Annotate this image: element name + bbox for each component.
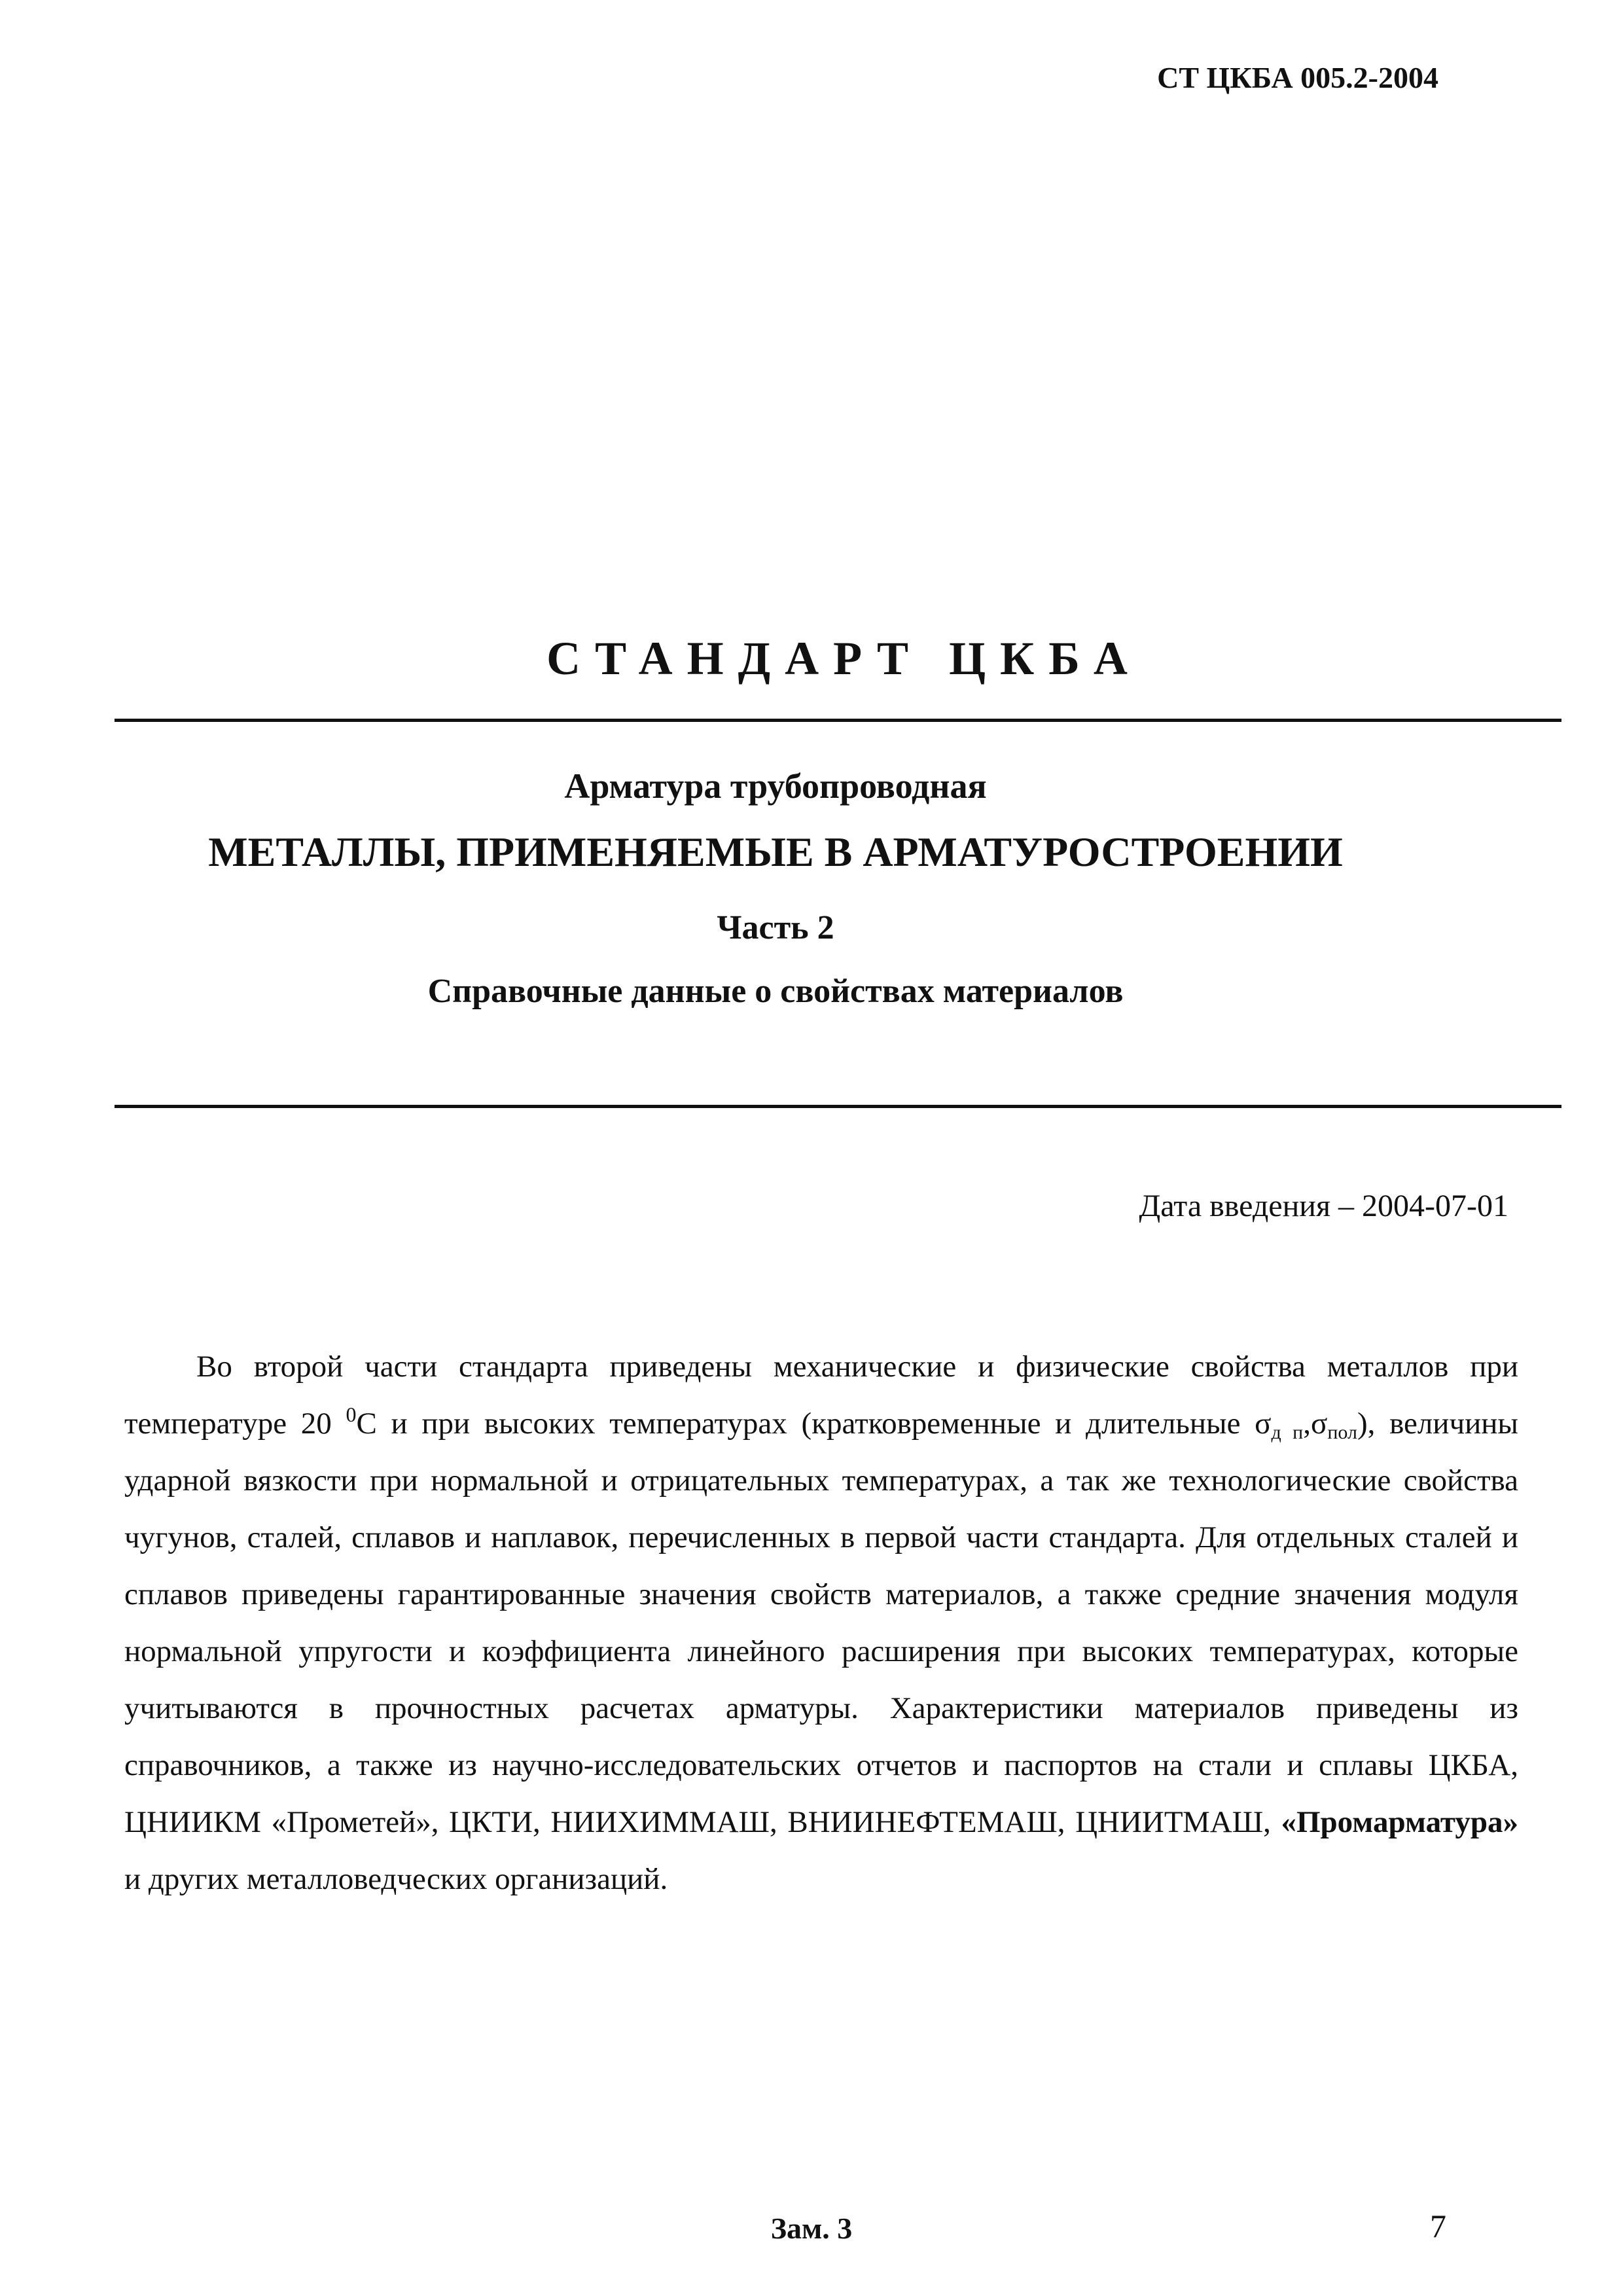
standard-heading: СТАНДАРТ ЦКБА xyxy=(546,632,1142,685)
degree-superscript: 0 xyxy=(346,1403,357,1426)
bottom-divider xyxy=(115,1105,1561,1108)
sigma-dp-subscript: д п xyxy=(1271,1422,1304,1443)
main-title: МЕТАЛЛЫ, ПРИМЕНЯЕМЫЕ В АРМАТУРОСТРОЕНИИ xyxy=(208,829,1343,875)
bold-organization: «Промарматура» xyxy=(1281,1805,1518,1839)
body-text-4: ), величины ударной вязкости при нормальной и отрицательных температурах, а так же технологические свойства чугунов, сталей, сплавов и наплавок, перечисленных в первой части стандарта. Для отдельных сталей и сплавов приведены гарантированные значения свойств материалов, а также средние значения модуля нормальной упругости и коэффициента линейного расширения при высоких температурах, которые учитываются в прочностных расчетах арматуры. Характеристики материалов приведены из справочников, а также из научно-исследовательских отчетов и паспортов на стали и сплавы ЦКБА, ЦНИИКМ «Прометей», ЦКТИ, НИИХИММАШ, ВНИИНЕФТЕМАШ, ЦНИИТМАШ, xyxy=(124,1407,1518,1839)
introduction-date: Дата введения – 2004-07-01 xyxy=(1139,1189,1508,1223)
sigma-pol-subscript: пол xyxy=(1327,1422,1357,1443)
part-label: Часть 2 xyxy=(717,909,834,946)
body-text-2: С и при высоких температурах (кратковременные и длительные σ xyxy=(356,1407,1272,1441)
body-text-3: ,σ xyxy=(1303,1407,1328,1441)
body-text-5: и других металловедческих организаций. xyxy=(124,1862,668,1896)
page-number: 7 xyxy=(1430,2208,1446,2244)
part-title: Справочные данные о свойствах материалов xyxy=(427,973,1124,1010)
document-code: СТ ЦКБА 005.2-2004 xyxy=(1157,61,1438,94)
amendment-label: Зам. 3 xyxy=(770,2212,853,2245)
body-text-1: Во второй части стандарта приведены механические и физические свойства металлов при температуре 20 xyxy=(124,1350,1518,1441)
subject-title: Арматура трубопроводная xyxy=(564,766,987,806)
body-paragraph xyxy=(124,1338,1518,1908)
top-divider xyxy=(115,719,1561,722)
